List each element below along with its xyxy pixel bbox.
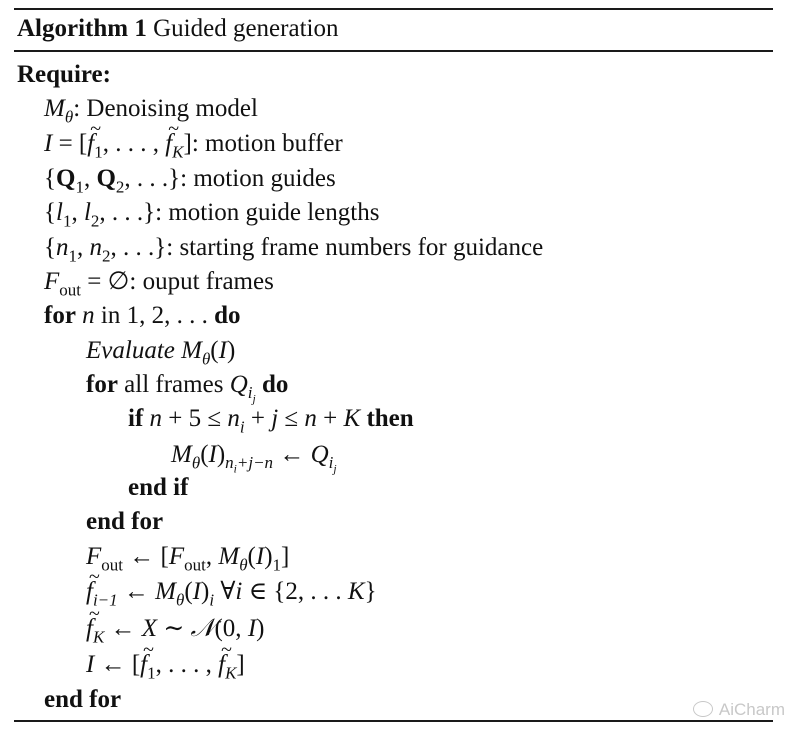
buffer-desc: : motion buffer xyxy=(191,130,343,157)
inner-end-for: end for xyxy=(86,508,164,535)
update-buffer: I ← [~ $f_1$, . . . , ~ $f_K$] xyxy=(86,648,245,682)
watermark-text: AiCharm xyxy=(718,700,785,719)
assignment-step: $M_\theta(I)_{n_i+j-n}$ ← $Q_{i_j}$ xyxy=(171,441,337,476)
watermark xyxy=(693,700,785,720)
input-start-frames: {$n_1$, $n_2$, . . .}: starting frame numbers for guidance xyxy=(44,234,544,266)
lengths-desc: : motion guide lengths xyxy=(155,199,380,226)
outer-end-for: end for xyxy=(44,686,122,713)
end-if: end if xyxy=(128,474,189,501)
algorithm-caption xyxy=(17,12,338,46)
algorithm-label: Algorithm 1 xyxy=(17,15,147,42)
shift-buffer: ~ $f_{i-1}$ ← $M_\theta(I)_i$ ∀i ∈ {2, . . . K} xyxy=(86,575,377,609)
append-output: $F_{out}$ ← [$F_{out}$, $M_\theta(I)_1$] xyxy=(86,543,290,575)
input-buffer: I = [~ $f_1$, . . . , ~ $f_K$]: motion buffer xyxy=(44,127,343,161)
evaluate-step: Evaluate $M_\theta(I)$ xyxy=(86,337,236,369)
outer-for: for n in 1, 2, . . . do xyxy=(44,302,241,329)
wechat-icon xyxy=(693,701,713,717)
caption-rule xyxy=(14,50,773,52)
output-desc: : ouput frames xyxy=(129,268,274,295)
if-condition: if $n + 5 \le n_i + j \le n + K$ then xyxy=(128,405,414,437)
inner-for: for all frames $Q_{i_j}$ do xyxy=(86,371,289,406)
input-output: $F_{out}$ = ∅: ouput frames xyxy=(44,268,274,300)
guides-desc: : motion guides xyxy=(180,165,336,192)
input-lengths: {$l_1$, $l_2$, . . .}: motion guide lengths xyxy=(44,199,380,231)
require-label: Require: xyxy=(17,61,111,88)
bottom-rule xyxy=(14,720,773,722)
input-model: $M_\theta$: Denoising model xyxy=(44,95,258,127)
sample-noise: ~ $f_K$ ← X ∼ 𝒩(0, I) xyxy=(86,612,264,646)
model-desc: : Denoising model xyxy=(73,95,258,122)
start-desc: : starting frame numbers for guidance xyxy=(166,234,544,261)
input-guides: {$Q_1$, $Q_2$, . . .}: motion guides xyxy=(44,165,336,197)
algorithm-title: Guided generation xyxy=(153,15,339,42)
top-rule xyxy=(14,8,773,10)
